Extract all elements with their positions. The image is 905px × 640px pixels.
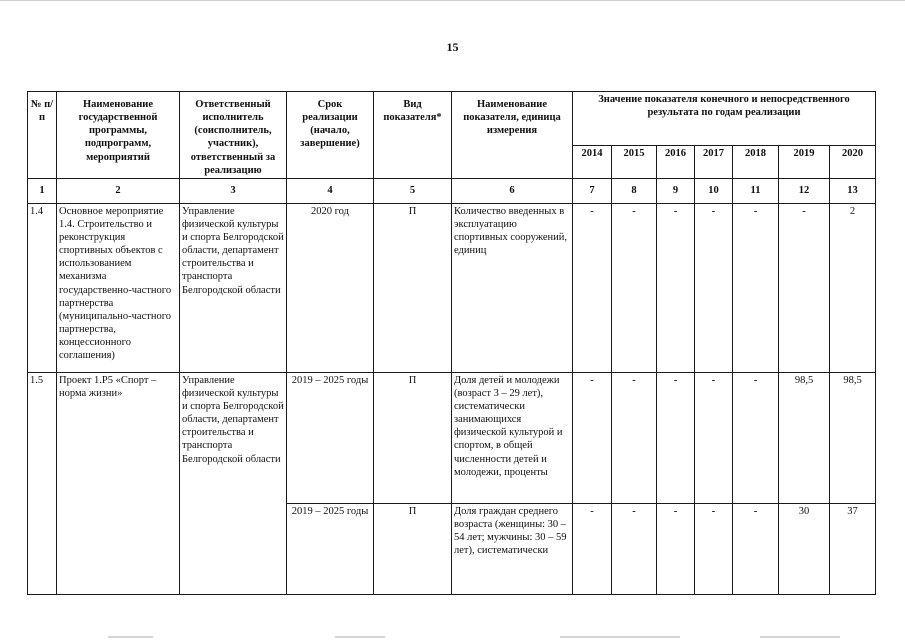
row-executor: Управление физической культуры и спорта Белгородской области, департамент строительства и транспорта Белгородской области xyxy=(180,372,287,594)
row-value: - xyxy=(657,372,695,503)
row-value: - xyxy=(612,503,657,594)
row-value: - xyxy=(573,503,612,594)
row-term: 2020 год xyxy=(287,203,374,372)
row-indicator: Доля детей и молодежи (возраст 3 – 29 лет), систематически занимающихся физической культурой и спортом, в общей численности детей и молодежи, проценты xyxy=(452,372,573,503)
row-value: 2 xyxy=(830,203,876,372)
row-value: - xyxy=(657,203,695,372)
row-value: - xyxy=(695,503,733,594)
header-year: 2019 xyxy=(779,145,830,178)
page-number: 15 xyxy=(446,40,459,54)
header-year: 2017 xyxy=(695,145,733,178)
row-value: - xyxy=(779,203,830,372)
header-values-group: Значение показателя конечного и непосредственного результата по годам реализации xyxy=(573,92,876,146)
row-num: 1.4 xyxy=(28,203,57,372)
table-row xyxy=(28,203,876,372)
bottom-edge-line xyxy=(560,636,680,638)
row-value: - xyxy=(733,503,779,594)
row-indicator-type: П xyxy=(374,503,452,594)
column-number: 8 xyxy=(612,178,657,203)
row-value: - xyxy=(612,372,657,503)
program-indicators-table xyxy=(27,91,876,595)
row-value: - xyxy=(573,372,612,503)
row-indicator-type: П xyxy=(374,203,452,372)
row-value: - xyxy=(695,203,733,372)
row-value: - xyxy=(733,372,779,503)
row-value: 98,5 xyxy=(779,372,830,503)
header-term: Срок реализации (начало, завершение) xyxy=(287,92,374,179)
row-program: Основное мероприятие 1.4. Строительство и реконструкция спортивных объектов с использованием механизма государственно-частного партнерства (муниципально-частного партнерства, концессионного соглашения) xyxy=(57,203,180,372)
header-year: 2016 xyxy=(657,145,695,178)
column-number: 7 xyxy=(573,178,612,203)
bottom-edge-line xyxy=(108,636,153,638)
header-program: Наименование государственной программы, подпрограмм, мероприятий xyxy=(57,92,180,179)
column-number: 6 xyxy=(452,178,573,203)
bottom-edge-line xyxy=(335,636,385,638)
column-number: 10 xyxy=(695,178,733,203)
bottom-edge-line xyxy=(760,636,840,638)
header-year: 2018 xyxy=(733,145,779,178)
column-number: 11 xyxy=(733,178,779,203)
top-edge-line xyxy=(0,0,905,1)
column-number: 12 xyxy=(779,178,830,203)
column-number: 5 xyxy=(374,178,452,203)
row-num: 1.5 xyxy=(28,372,57,594)
row-indicator: Доля граждан среднего возраста (женщины: 30 – 54 лет; мужчины: 30 – 59 лет), систематически xyxy=(452,503,573,594)
row-indicator: Количество введенных в эксплуатацию спортивных сооружений, единиц xyxy=(452,203,573,372)
row-value: - xyxy=(657,503,695,594)
header-year: 2014 xyxy=(573,145,612,178)
row-value: 98,5 xyxy=(830,372,876,503)
column-number: 2 xyxy=(57,178,180,203)
row-value: - xyxy=(573,203,612,372)
column-number: 3 xyxy=(180,178,287,203)
row-value: 30 xyxy=(779,503,830,594)
column-number: 13 xyxy=(830,178,876,203)
row-term: 2019 – 2025 годы xyxy=(287,372,374,503)
row-value: - xyxy=(733,203,779,372)
row-value: - xyxy=(695,372,733,503)
row-executor: Управление физической культуры и спорта Белгородской области, департамент строительства и транспорта Белгородской области xyxy=(180,203,287,372)
header-executor: Ответственный исполнитель (соисполнитель, участник), ответственный за реализацию xyxy=(180,92,287,179)
row-value: - xyxy=(612,203,657,372)
column-number: 9 xyxy=(657,178,695,203)
row-term: 2019 – 2025 годы xyxy=(287,503,374,594)
column-number: 1 xyxy=(28,178,57,203)
row-program: Проект 1.Р5 «Спорт – норма жизни» xyxy=(57,372,180,594)
header-year: 2020 xyxy=(830,145,876,178)
column-numbers-row xyxy=(28,178,876,203)
header-indicator-type: Вид показателя* xyxy=(374,92,452,179)
header-row xyxy=(28,92,876,146)
table-row xyxy=(28,372,876,503)
row-value: 37 xyxy=(830,503,876,594)
column-number: 4 xyxy=(287,178,374,203)
header-indicator-name: Наименование показателя, единица измерения xyxy=(452,92,573,179)
header-num: № п/п xyxy=(28,92,57,179)
header-year: 2015 xyxy=(612,145,657,178)
row-indicator-type: П xyxy=(374,372,452,503)
